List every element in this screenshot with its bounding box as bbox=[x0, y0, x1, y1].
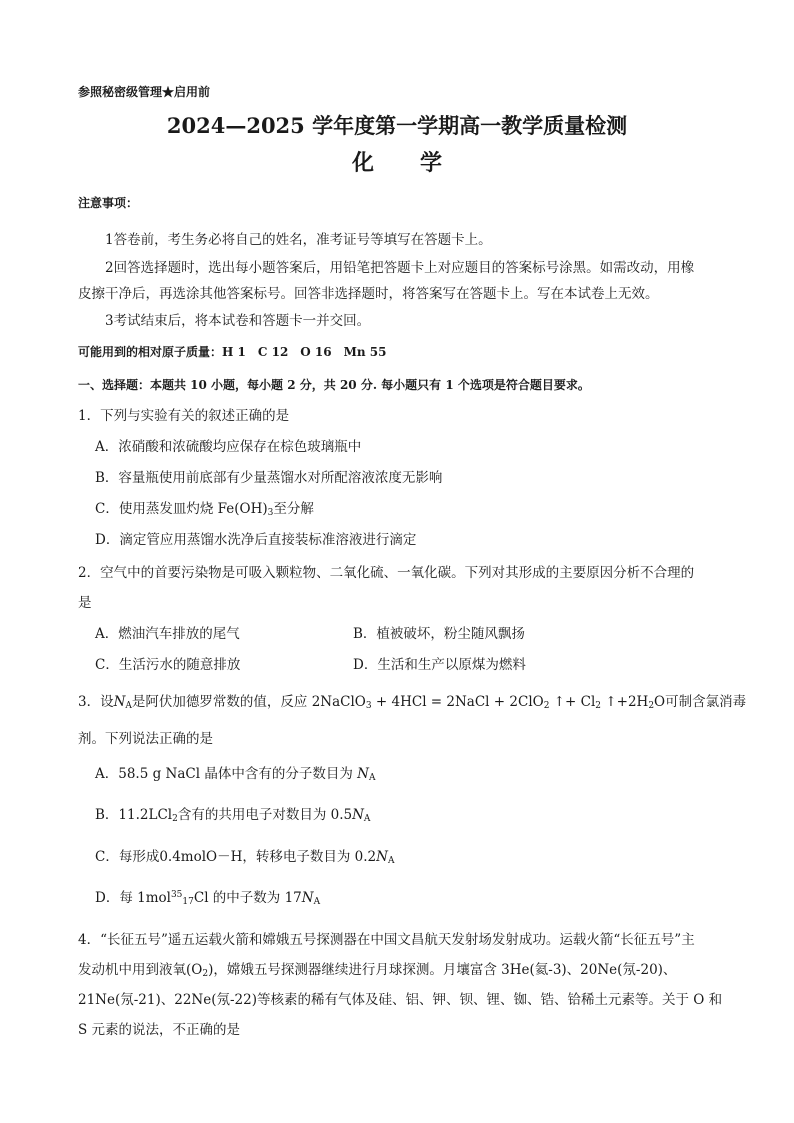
section-heading: 一、选择题：本题共 10 小题，每小题 2 分，共 20 分. 每小题只有 1 个选项是符合题目要求。 bbox=[78, 378, 590, 392]
question-1-option-d: D．滴定管应用蒸馏水洗净后直接装标准溶液进行滴定 bbox=[95, 532, 417, 548]
question-4-stem-line-2: 发动机中用到液氧$(O_2)$，嫦娥五号探测器继续进行月球探测。月壤富含 3He(氦-3)、20Ne(氖-20)、 bbox=[78, 962, 677, 979]
question-2-option-d: D．生活和生产以原煤为燃料 bbox=[353, 657, 526, 673]
notice-item-1: 1答卷前，考生务必将自己的姓名，准考证号等填写在答题卡上。 bbox=[105, 232, 492, 248]
question-2-stem-line-2: 是 bbox=[78, 595, 92, 611]
question-3-stem-line-2: 剂。下列说法正确的是 bbox=[78, 731, 213, 747]
notice-item-3: 3考试结束后，将本试卷和答题卡一并交回。 bbox=[105, 313, 371, 329]
question-1-stem: 1．下列与实验有关的叙述正确的是 bbox=[78, 408, 290, 424]
question-3-option-c: C．每形成0.4molO－H，转移电子数目为 $0.2N_A$ bbox=[95, 849, 395, 866]
question-1-option-a: A．浓硝酸和浓硫酸均应保存在棕色玻璃瓶中 bbox=[95, 439, 362, 455]
question-3-option-a: A．58.5 g NaCl 晶体中含有的分子数目为 $N_A$ bbox=[95, 766, 376, 783]
subject-char-1: 化 bbox=[352, 150, 377, 176]
question-2-option-a: A．燃油汽车排放的尾气 bbox=[95, 626, 240, 642]
question-2-option-c: C．生活污水的随意排放 bbox=[95, 657, 241, 673]
notice-item-2-line-2: 皮擦干净后，再选涂其他答案标号。回答非选择题时，将答案写在答题卡上。写在本试卷上无效。 bbox=[78, 286, 659, 302]
question-4-stem-line-1: 4．“长征五号”遥五运载火箭和嫦娥五号探测器在中国文昌航天发射场发射成功。运载火箭“长征五号”主 bbox=[78, 932, 695, 948]
notice-heading: 注意事项： bbox=[78, 196, 139, 210]
question-3-option-d: D．每 1mol$^{35}_{17}$Cl 的中子数为 $17N_A$ bbox=[95, 890, 321, 907]
question-4-stem-line-3: 21Ne(氖-21)、22Ne(氖-22)等核素的稀有气体及硅、铝、钾、钡、锂、铷、锆、铪稀土元素等。关于 O 和 bbox=[78, 992, 723, 1008]
question-3-option-b: B．11.2LCl$_2$含有的共用电子对数目为 $0.5N_A$ bbox=[95, 807, 371, 824]
subject-char-2: 学 bbox=[420, 150, 445, 176]
question-2-stem-line-1: 2．空气中的首要污染物是可吸入颗粒物、二氧化硫、一氧化碳。下列对其形成的主要原因分析不合理的 bbox=[78, 565, 695, 581]
question-3-stem-line-1: 3．设$N_A$是阿伏加德罗常数的值，反应 2NaClO$_3$ + 4HCl = 2NaCl + 2ClO$_2$ ↑+ $Cl_2$ $↑+2H_2O$可制含氯消毒 bbox=[78, 694, 747, 711]
atomic-mass-line: 可能用到的相对原子质量：H 1 C 12 O 16 Mn 55 bbox=[78, 345, 387, 359]
question-2-option-b: B．植被破坏，粉尘随风飘扬 bbox=[353, 626, 525, 642]
secret-label: 参照秘密级管理★启用前 bbox=[78, 85, 211, 99]
notice-item-2-line-1: 2回答选择题时，选出每小题答案后，用铅笔把答题卡上对应题目的答案标号涂黑。如需改动，用橡 bbox=[105, 260, 695, 276]
question-4-stem-line-4: S 元素的说法，不正确的是 bbox=[78, 1022, 241, 1038]
question-1-option-c: C．使用蒸发皿灼烧 $Fe(OH)_3$至分解 bbox=[95, 501, 314, 518]
page-title: 2024—2025 学年度第一学期高一教学质量检测 bbox=[166, 113, 628, 138]
question-1-option-b: B．容量瓶使用前底部有少量蒸馏水对所配溶液浓度无影响 bbox=[95, 470, 443, 486]
